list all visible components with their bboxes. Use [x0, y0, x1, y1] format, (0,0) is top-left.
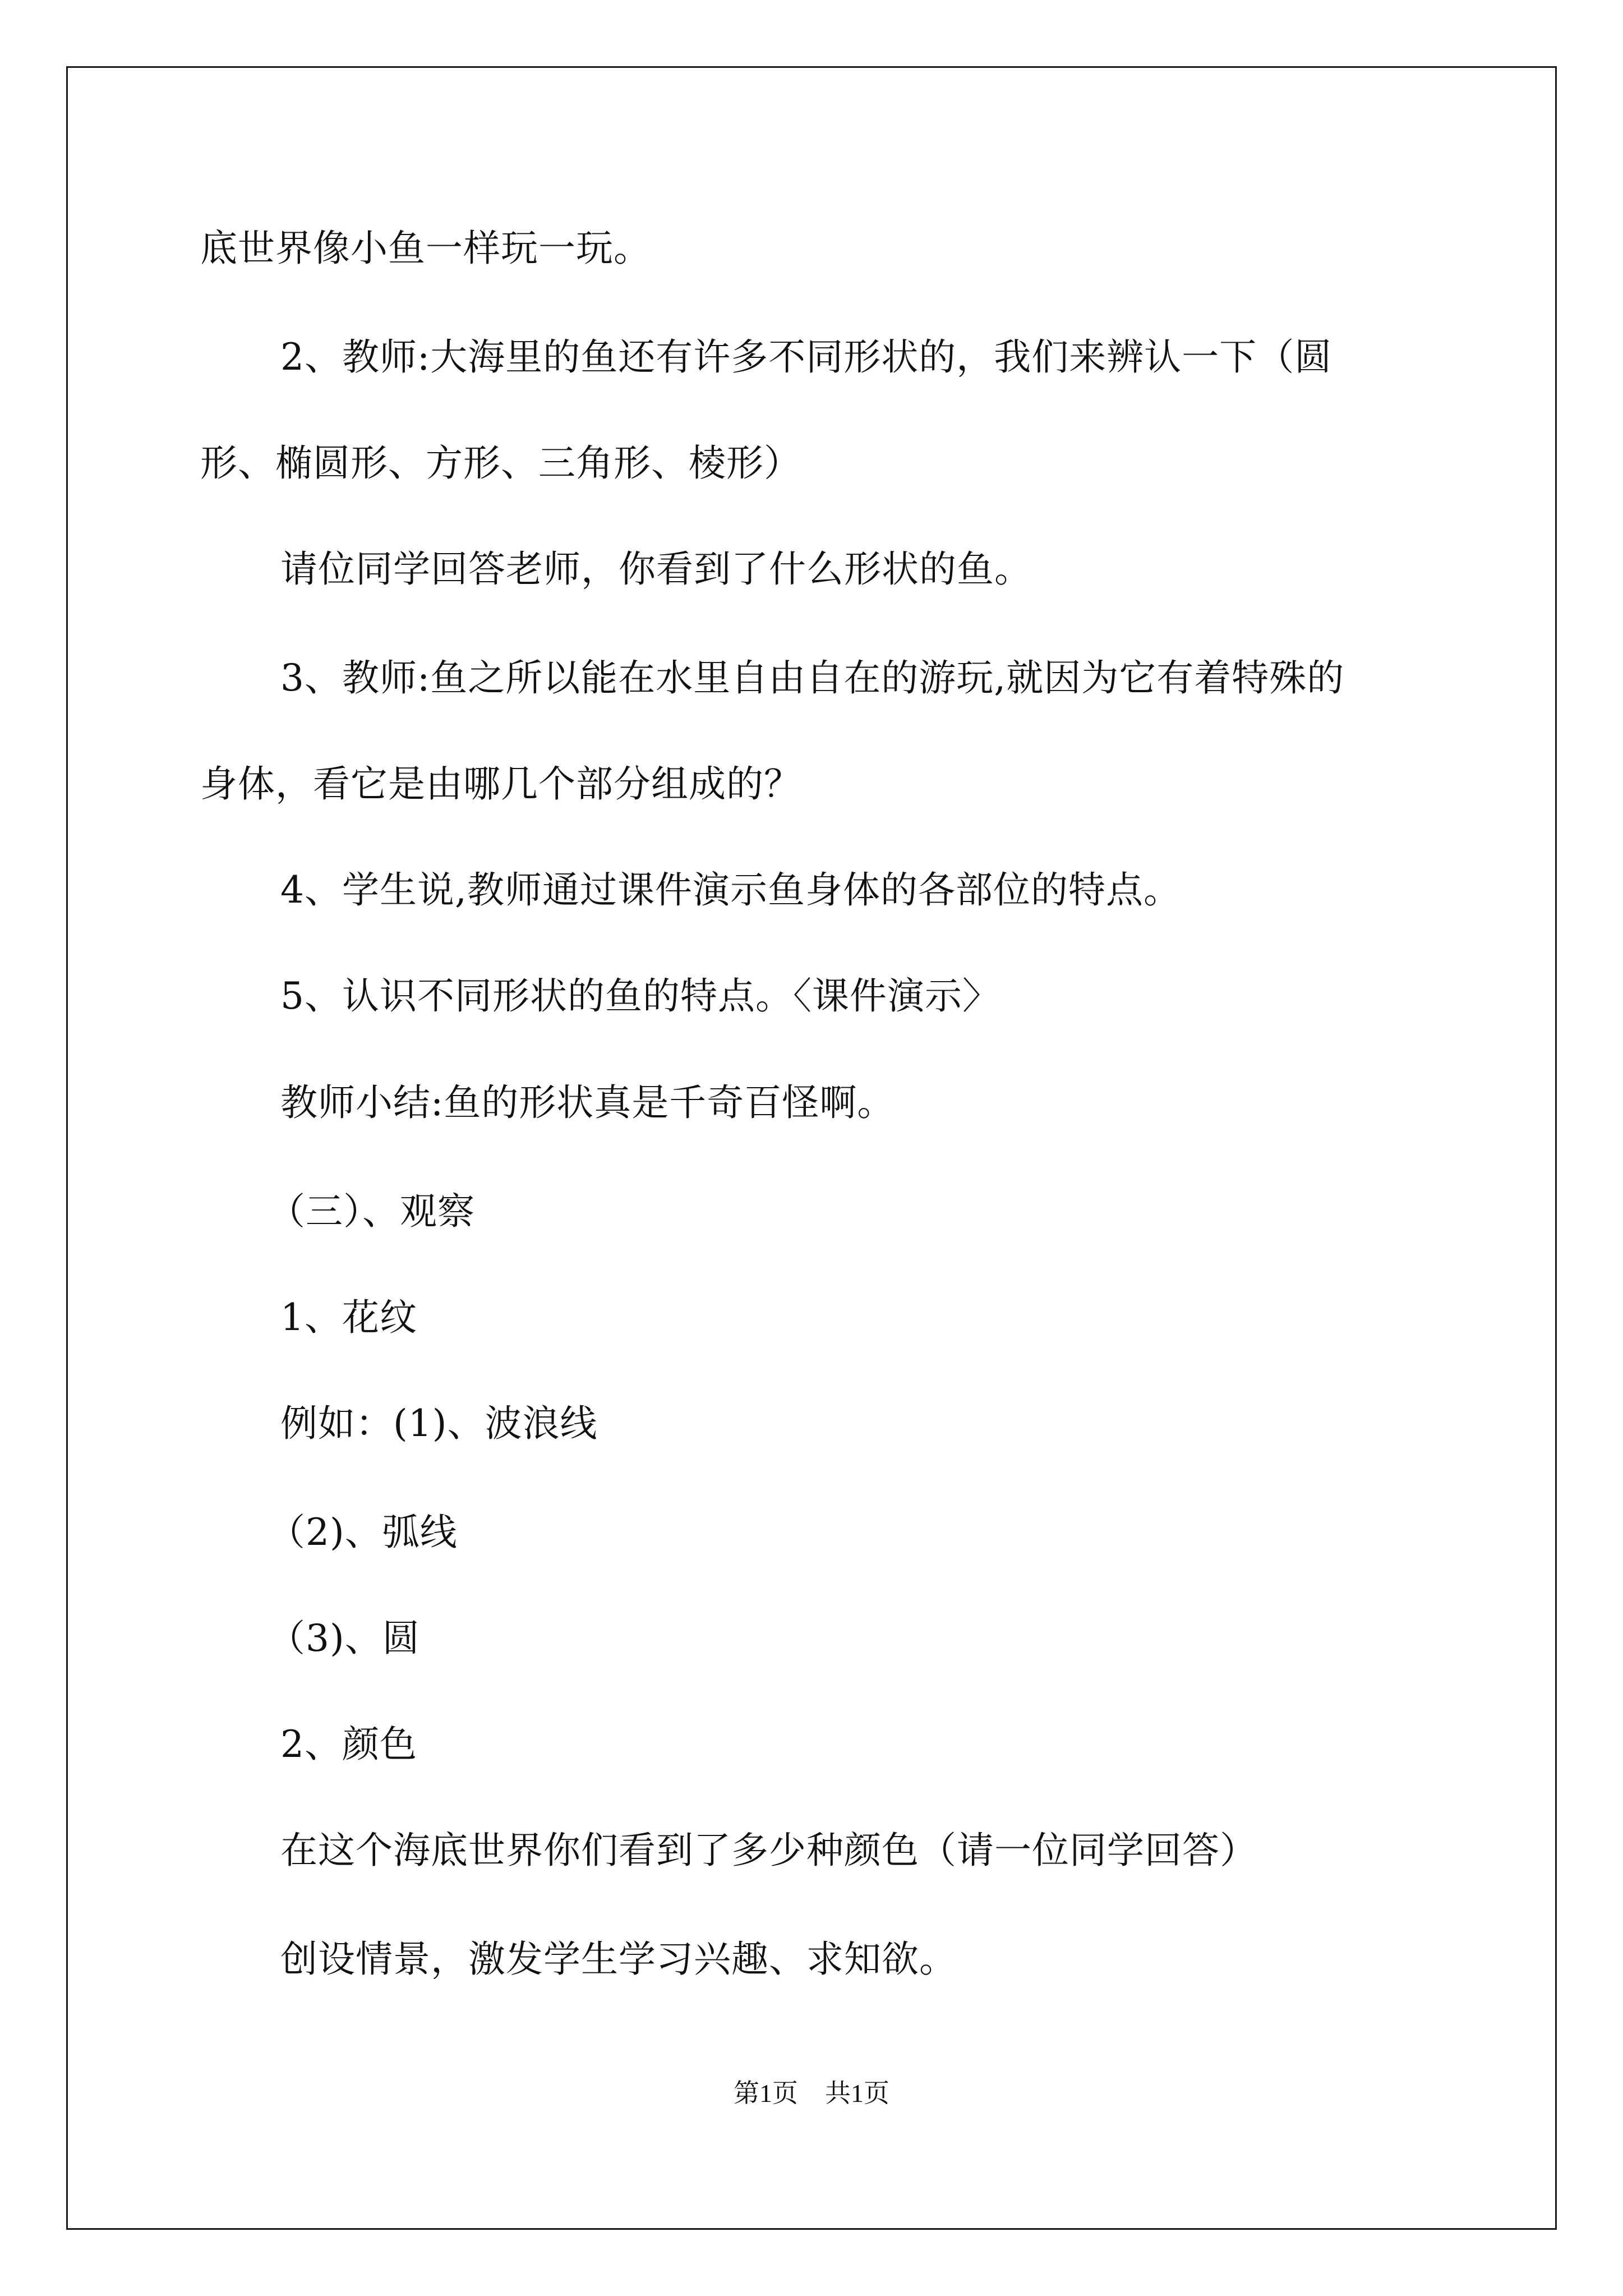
page-total: 共1页: [825, 2079, 889, 2108]
paragraph-line-16: 在这个海底世界你们看到了多少种颜色（请一位同学回答）: [280, 1829, 1257, 1872]
paragraph-line-2: 2、教师:大海里的鱼还有许多不同形状的，我们来辨认一下（圆: [280, 335, 1332, 379]
paragraph-line-12: 例如：(1)、波浪线: [280, 1402, 598, 1445]
section-heading: （三）、观察: [268, 1190, 475, 1233]
paragraph-line-6: 身体，看它是由哪几个部分组成的？: [200, 762, 801, 806]
page-number: 第1页: [734, 2079, 798, 2108]
paragraph-line-4: 请位同学回答老师，你看到了什么形状的鱼。: [280, 547, 1032, 591]
paragraph-line-15: 2、颜色: [280, 1723, 417, 1766]
paragraph-line-8: 5、认识不同形状的鱼的特点。〈课件演示〉: [280, 974, 1000, 1018]
paragraph-line-9: 教师小结:鱼的形状真是千奇百怪啊。: [280, 1081, 895, 1124]
paragraph-line-3: 形、椭圆形、方形、三角形、棱形）: [200, 441, 801, 485]
paragraph-line-7: 4、学生说,教师通过课件演示鱼身体的各部位的特点。: [280, 868, 1181, 912]
paragraph-line-13: （2)、弧线: [268, 1511, 458, 1554]
page-border: [66, 66, 1557, 2230]
page-footer: [0, 2077, 1623, 2110]
paragraph-line-14: （3)、圆: [268, 1617, 420, 1660]
paragraph-line-11: 1、花纹: [280, 1296, 417, 1339]
paragraph-line-1: 底世界像小鱼一样玩一玩。: [200, 227, 651, 270]
paragraph-line-5: 3、教师:鱼之所以能在水里自由自在的游玩,就因为它有着特殊的: [280, 656, 1345, 700]
paragraph-line-17: 创设情景，激发学生学习兴趣、求知欲。: [280, 1938, 957, 1981]
